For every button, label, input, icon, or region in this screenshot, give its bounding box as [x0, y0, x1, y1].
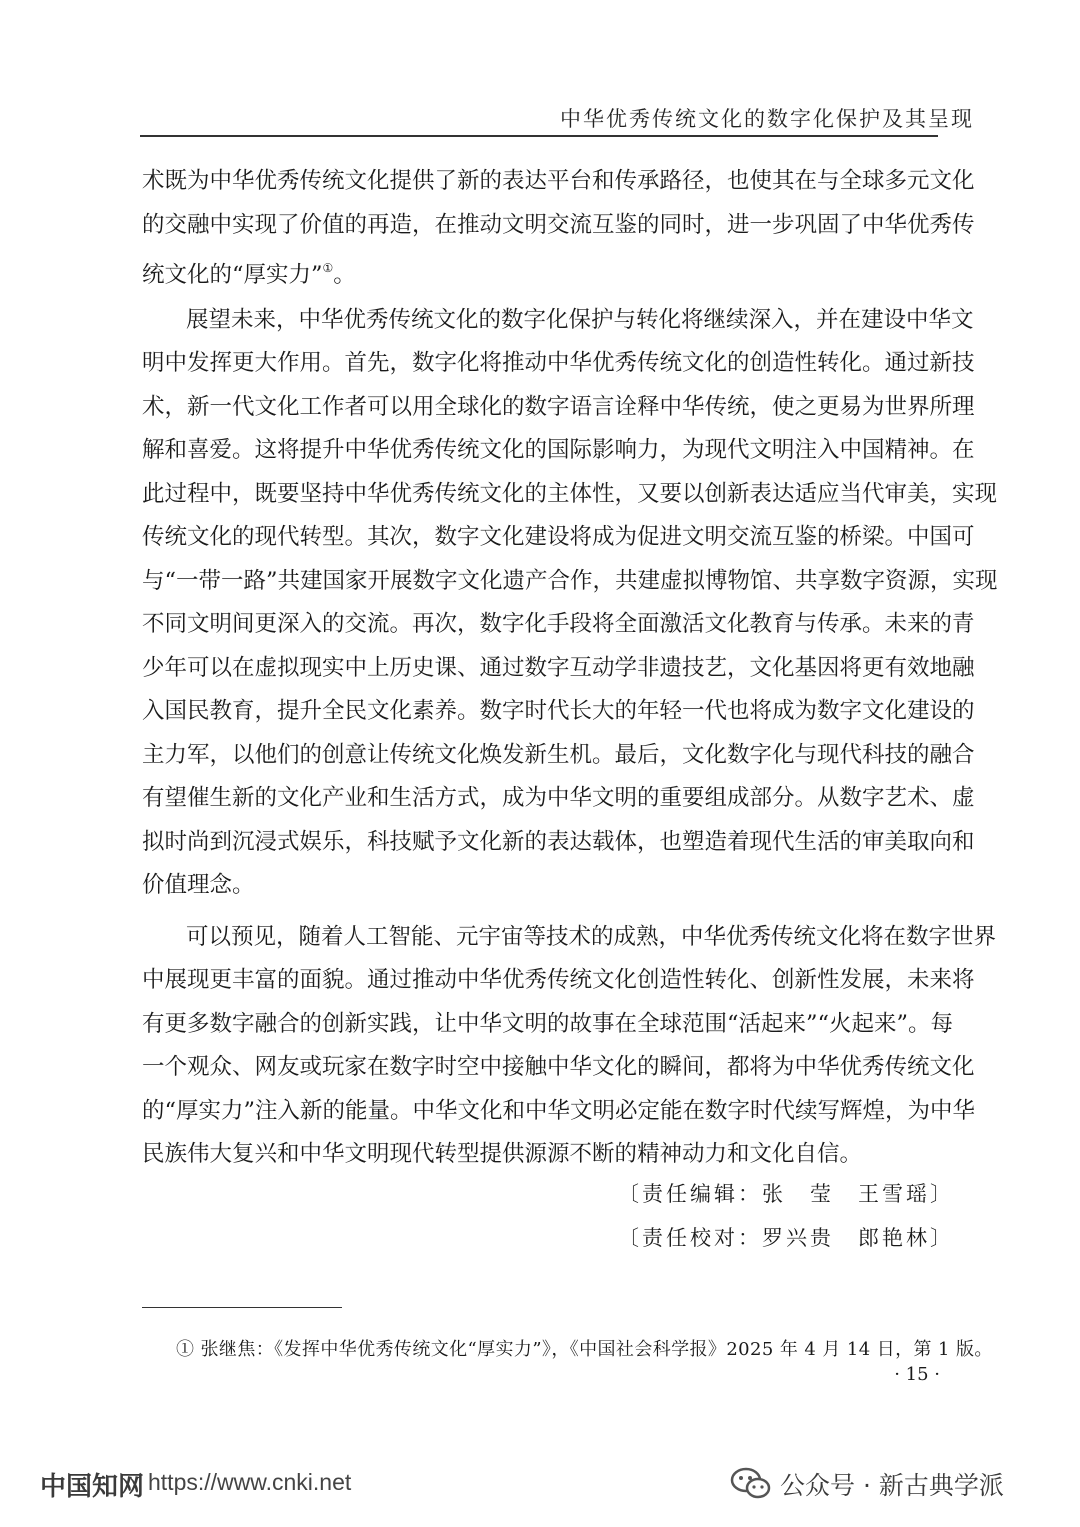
body-line-tail: 。 — [333, 262, 356, 288]
credits — [618, 1172, 954, 1260]
page-number: · 15 · — [894, 1364, 940, 1385]
body-line: 此过程中，既要坚持中华优秀传统文化的主体性，又要以创新表达适应当代审美，实现 — [142, 480, 998, 507]
body-line: 解和喜爱。这将提升中华优秀传统文化的国际影响力，为现代文明注入中国精神。在 — [142, 437, 975, 463]
article-body — [142, 160, 998, 1177]
body-line: 少年可以在虚拟现实中上历史课、通过数字互动学非遗技艺，文化基因将更有效地融 — [142, 654, 975, 681]
body-line: 传统文化的现代转型。其次，数字文化建设将成为促进文明交流互鉴的桥梁。中国可 — [142, 524, 975, 550]
body-line: 价值理念。 — [142, 872, 255, 898]
body-line: 拟时尚到沉浸式娱乐，科技赋予文化新的表达载体，也塑造着现代生活的审美取向和 — [142, 828, 975, 855]
body-line: 的交融中实现了价值的再造，在推动文明交流互鉴的同时，进一步巩固了中华优秀传 — [142, 211, 975, 238]
running-title: 中华优秀传统文化的数字化保护及其呈现 — [560, 107, 974, 131]
body-line: 主力军，以他们的创意让传统文化焕发新生机。最后，文化数字化与现代科技的融合 — [142, 741, 975, 768]
body-line: 不同文明间更深入的交流。再次，数字化手段将全面激活文化教育与传承。未来的青 — [142, 611, 975, 637]
body-line: 术，新一代文化工作者可以用全球化的数字语言诠释中华传统，使之更易为世界所理 — [142, 393, 975, 420]
body-line: 中展现更丰富的面貌。通过推动中华优秀传统文化创造性转化、创新性发展，未来将 — [142, 967, 975, 993]
wechat-account-watermark: 公众号 · 新古典学派 — [780, 1471, 1004, 1500]
body-line: 一个观众、网友或玩家在数字时空中接触中华文化的瞬间，都将为中华优秀传统文化 — [142, 1054, 975, 1080]
body-line: 入国民教育，提升全民文化素养。数字时代长大的年轻一代也将成为数字文化建设的 — [142, 698, 975, 724]
cnki-url[interactable]: https://www.cnki.net — [148, 1469, 352, 1495]
responsible-editor: 〔责任编辑：张 莹 王雪瑶〕 — [618, 1182, 954, 1206]
footnote: ① 张继焦：《发挥中华优秀传统文化“厚实力”》，《中国社会科学报》2025 年 4 月 14 日，第 1 版。 — [176, 1339, 993, 1360]
body-line: 与“一带一路”共建国家开展数字文化遗产合作，共建虚拟博物馆、共享数字资源，实现 — [142, 567, 998, 594]
body-line: 民族伟大复兴和中华文明现代转型提供源源不断的精神动力和文化自信。 — [142, 1141, 863, 1167]
body-line: 展望未来，中华优秀传统文化的数字化保护与转化将继续深入，并在建设中华文 — [186, 306, 974, 333]
footnote-rule — [142, 1307, 342, 1308]
footnote-marker[interactable]: ① — [322, 261, 334, 275]
body-line — [142, 247, 938, 291]
body-line: 术既为中华优秀传统文化提供了新的表达平台和传承路径，也使其在与全球多元文化 — [142, 168, 975, 194]
wechat-icon — [730, 1466, 772, 1500]
body-line-text: 统文化的“厚实力” — [142, 262, 323, 288]
body-line: 有望催生新的文化产业和生活方式，成为中华文明的重要组成部分。从数字艺术、虚 — [142, 785, 975, 811]
header-rule — [140, 135, 938, 137]
body-line: 有更多数字融合的创新实践，让中华文明的故事在全球范围“活起来”“火起来”。每 — [142, 1010, 954, 1037]
body-line: 明中发挥更大作用。首先，数字化将推动中华优秀传统文化的创造性转化。通过新技 — [142, 350, 975, 376]
body-line: 可以预见，随着人工智能、元宇宙等技术的成熟，中华优秀传统文化将在数字世界 — [186, 923, 997, 950]
body-line: 的“厚实力”注入新的能量。中华文化和中华文明必定能在数字时代续写辉煌，为中华 — [142, 1097, 976, 1124]
responsible-proofreader: 〔责任校对：罗兴贵 郎艳林〕 — [618, 1226, 954, 1250]
cnki-watermark: 中国知网 — [40, 1472, 145, 1502]
